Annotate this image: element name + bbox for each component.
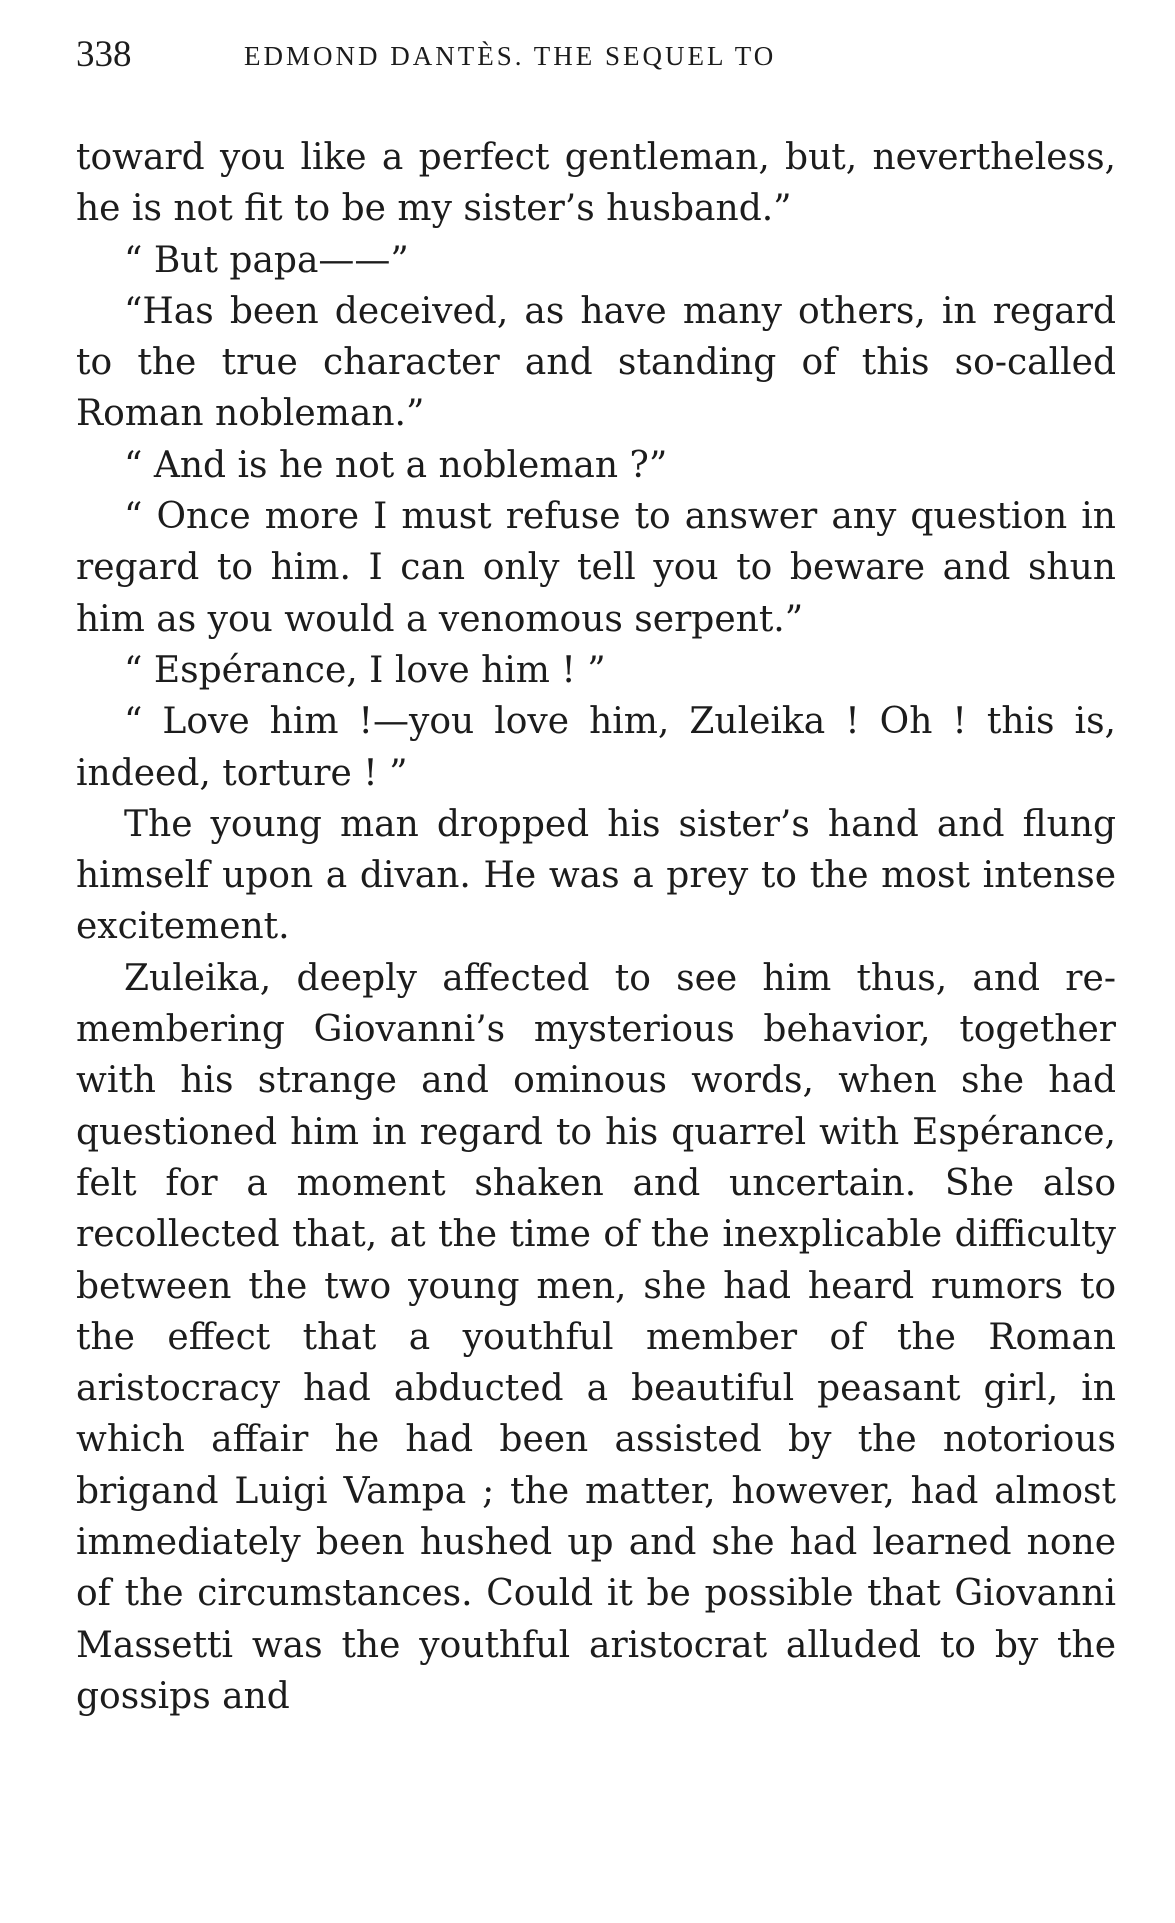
running-title: EDMOND DANTÈS. THE SEQUEL TO [244, 41, 777, 71]
paragraph: “ Love him !—you love him, Zuleika ! Oh ! this is, indeed, torture ! ” [76, 701, 1116, 794]
paragraph: “ But papa——” [124, 239, 409, 281]
body-text [76, 132, 1116, 1722]
paragraph: “ Once more I must refuse to answer any question in regard to him. I can only tell you to beware and shun him as you would a venomous serpent.” [76, 496, 1116, 640]
paragraph: Zuleika, deeply affected to see him thus, and remembering Giovanni’s mysterious behavior, together with his strange and ominous words, when she had questioned him in regard to his quarrel with Espérance, felt for a moment shaken and uncertain. She also recollected that, at the time of the inexplicable difficulty between the two young men, she had heard rumors to the effect that a youthful member of the Roman aristocracy had abducted a beautiful peasant girl, in which affair he had been assisted by the notorious brigand Luigi Vampa ; the matter, however, had almost immediately been hushed up and she had learned none of the circumstances. Could it be possible that Giovanni Massetti was the youthful aristocrat alluded to by the gossips and [76, 957, 1116, 1717]
paragraph: “Has been deceived, as have many others, in regard to the true character and standing of this so-called Roman nobleman.” [76, 290, 1116, 435]
paragraph: “ Espérance, I love him ! ” [124, 649, 606, 691]
paragraph: “ And is he not a nobleman ?” [124, 444, 668, 486]
paragraph: The young man dropped his sister’s hand and flung himself upon a divan. He was a prey to the most intense excitement. [76, 803, 1116, 948]
page-number: 338 [76, 34, 132, 75]
paragraph: toward you like a perfect gentleman, but, nevertheless, he is not fit to be my sister’s husband.” [76, 137, 1116, 230]
running-head [76, 30, 1116, 80]
